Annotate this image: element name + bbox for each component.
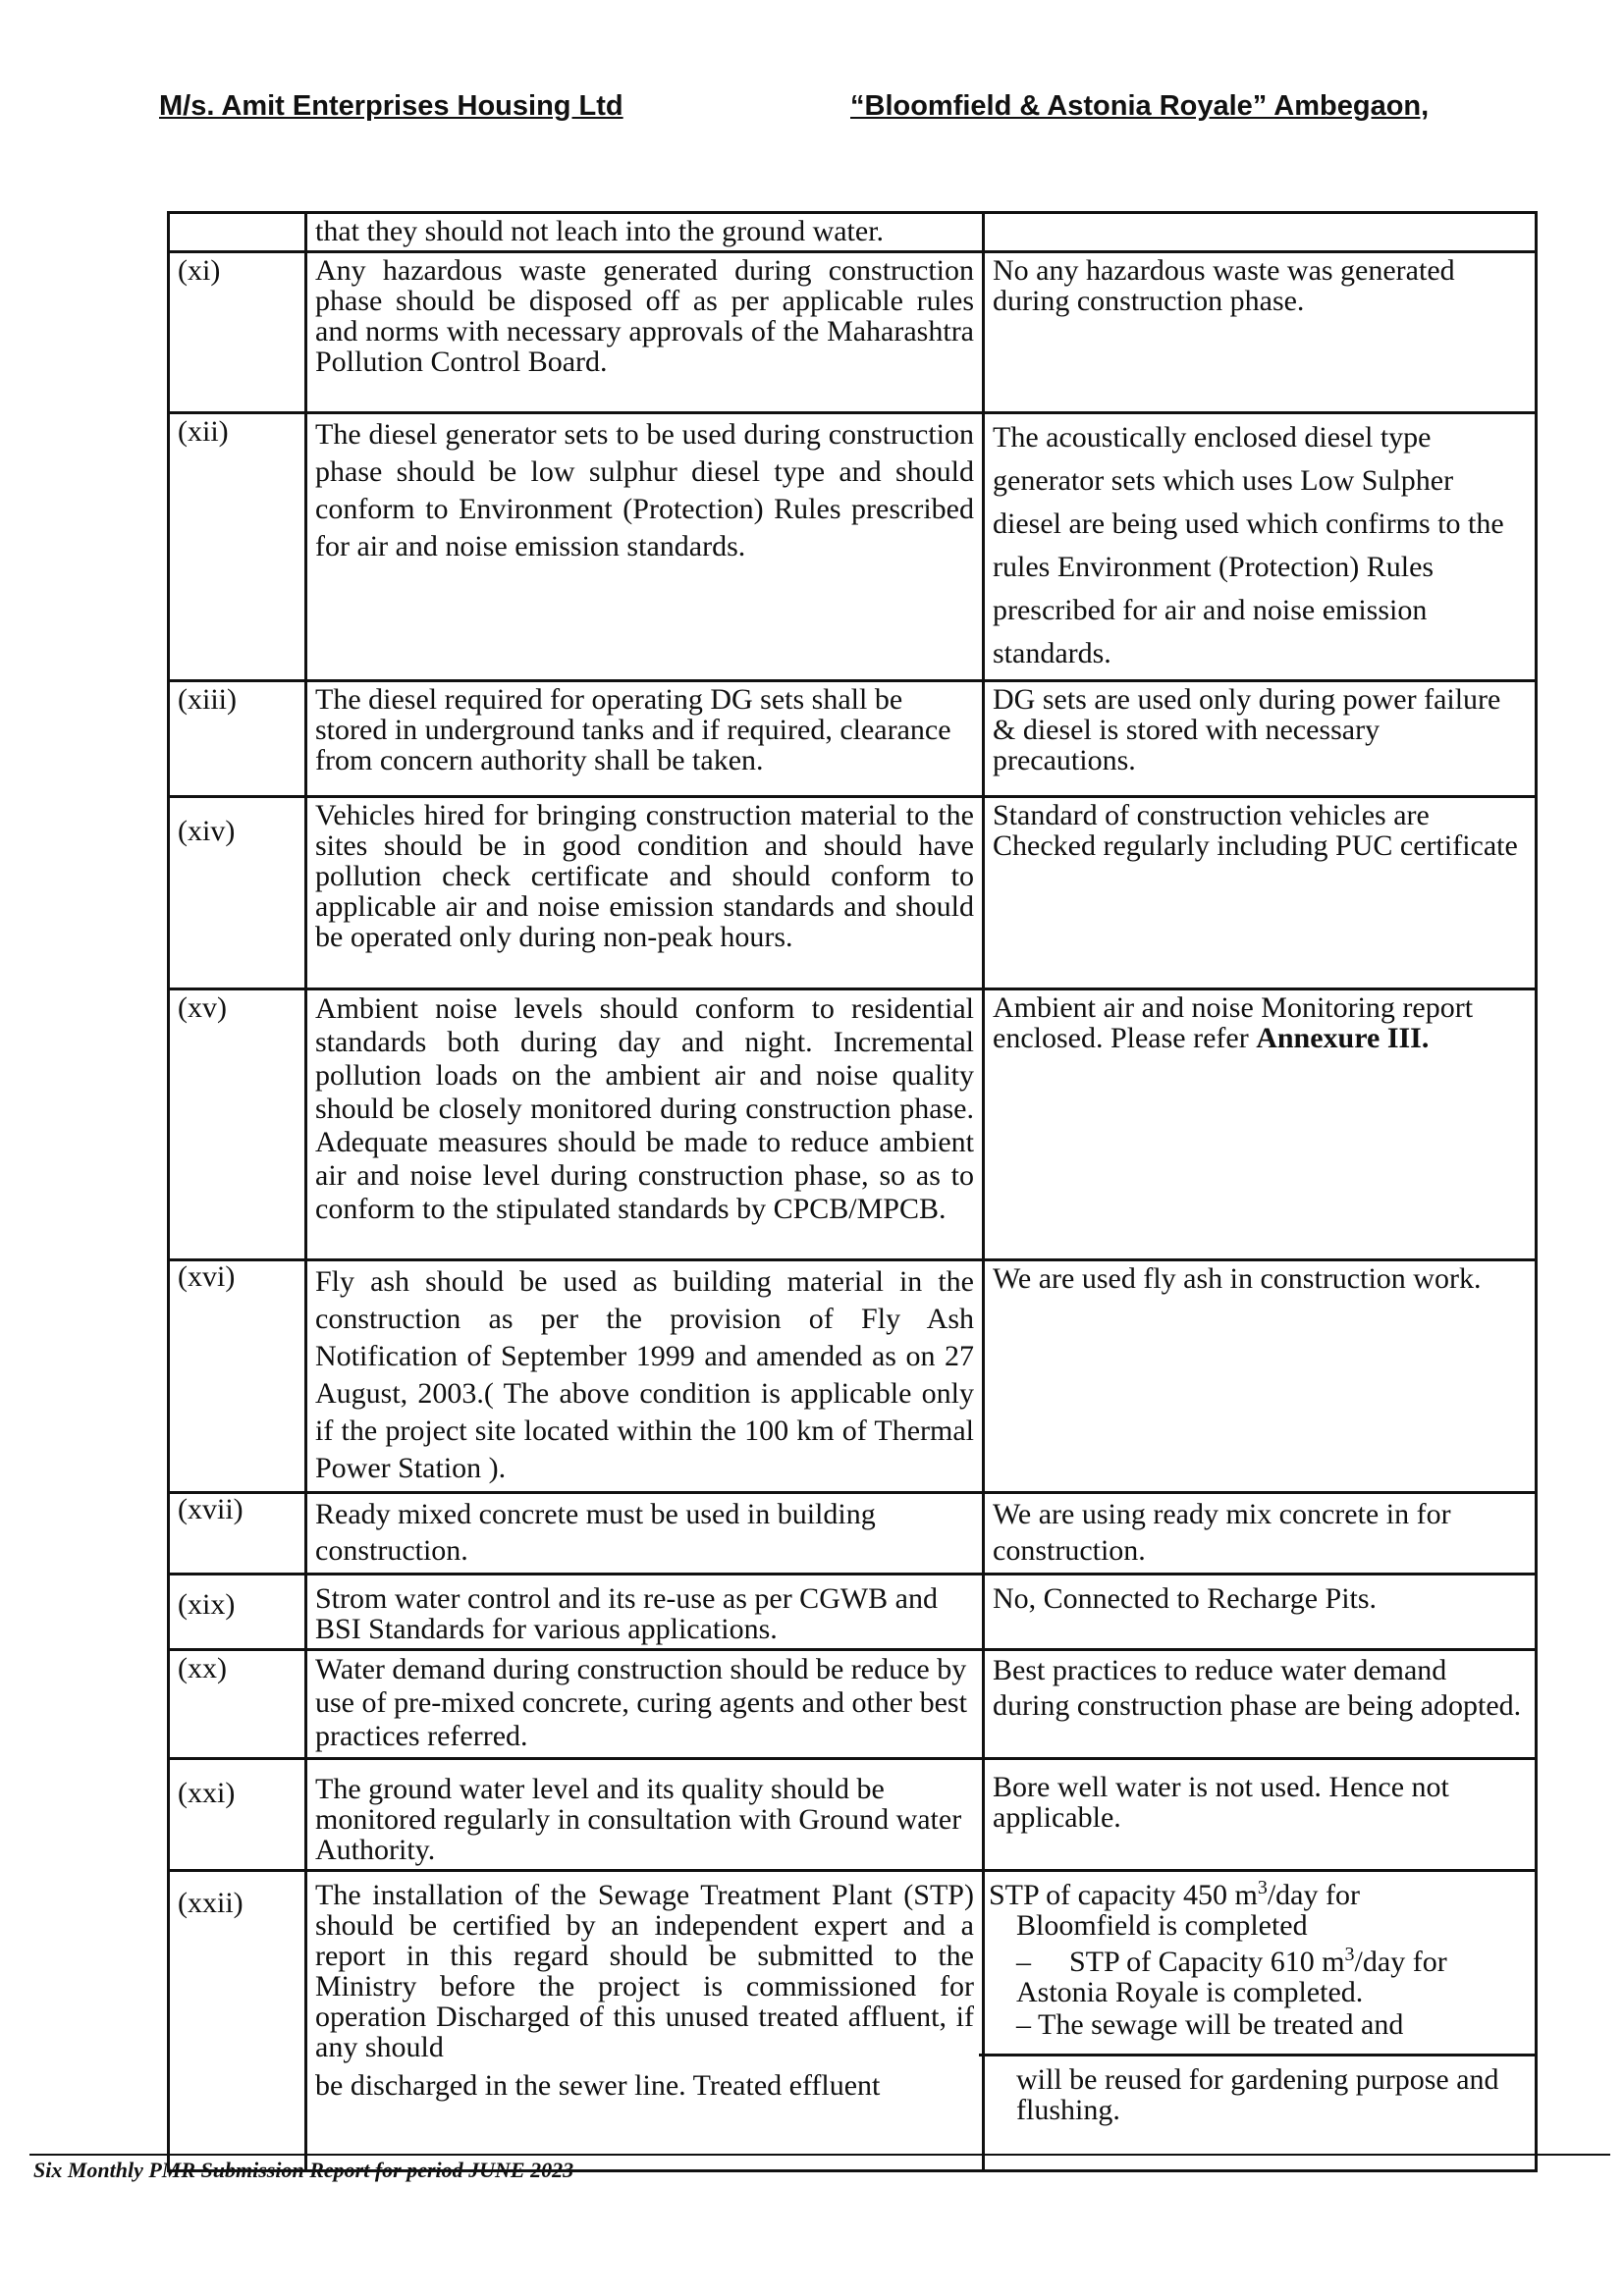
compliance-text: We are using ready mix concrete in for construction. [984, 1493, 1537, 1575]
condition-number: (xvi) [169, 1260, 306, 1493]
compliance-text [984, 213, 1537, 252]
condition-text-part2: be discharged in the sewer line. Treated effluent [315, 2069, 881, 2102]
condition-number: (xix) [169, 1575, 306, 1650]
footer-rule [29, 2154, 1610, 2156]
table-row [169, 1759, 1537, 1871]
condition-number: (xi) [169, 252, 306, 413]
compliance-text-plain: Ambient air and noise Monitoring report enclosed. Please refer [993, 991, 1474, 1054]
condition-text: Ready mixed concrete must be used in building construction. [306, 1493, 984, 1575]
table-row [169, 1871, 1537, 2171]
compliance-text [984, 989, 1537, 1260]
condition-number: (xvii) [169, 1493, 306, 1575]
condition-text: The diesel generator sets to be used during construction phase should be low sulphur diesel type and should conform to Environment (Protection) Rules prescribed for air and noise emission standards. [306, 413, 984, 681]
condition-number: (xiv) [169, 797, 306, 989]
table-row [169, 1493, 1537, 1575]
condition-number: (xxi) [169, 1759, 306, 1871]
table-row [169, 1575, 1537, 1650]
table-row [169, 213, 1537, 252]
condition-text: Water demand during construction should be reduce by use of pre-mixed concrete, curing agents and other best practices referred. [306, 1650, 984, 1759]
condition-number: (xxii) [169, 1871, 306, 2171]
stp-bloomfield: STP of capacity 450 $m^3$/day for Bloomfield is completed [989, 1877, 1360, 1942]
condition-number: (xiii) [169, 681, 306, 797]
condition-text: The diesel required for operating DG sets shall be stored in underground tanks and if required, clearance from concern authority shall be taken. [306, 681, 984, 797]
condition-text: that they should not leach into the ground water. [306, 213, 984, 252]
dash-bullet-icon: – [1016, 1946, 1031, 1978]
stp-sewage-note: – The sewage will be treated and [1016, 2008, 1404, 2041]
condition-text: The ground water level and its quality should be monitored regularly in consultation with Ground water Authority. [306, 1759, 984, 1871]
page-footer: Six Monthly PMR Submission Report for period JUNE 2023 [33, 2158, 574, 2182]
condition-text: Strom water control and its re-use as per CGWB and BSI Standards for various applications. [306, 1575, 984, 1650]
annexure-reference: Annexure III. [1256, 1022, 1430, 1054]
condition-text: Fly ash should be used as building material in the construction as per the provision of Fly Ash Notification of September 1999 and amended as on 27 August, 2003.( The above condition is applicable only if the project site located within the 100 km of Thermal Power Station ). [306, 1260, 984, 1493]
stp-compliance-cell [984, 1871, 1537, 2171]
compliance-text: No any hazardous waste was generated during construction phase. [984, 252, 1537, 413]
compliance-text: We are used fly ash in construction work. [984, 1260, 1537, 1493]
table-row [169, 1260, 1537, 1493]
table-row [169, 1650, 1537, 1759]
table-row [169, 681, 1537, 797]
condition-number: (xii) [169, 413, 306, 681]
condition-text: Any hazardous waste generated during construction phase should be disposed off as per applicable rules and norms with necessary approvals of the Maharashtra Pollution Control Board. [306, 252, 984, 413]
condition-number [169, 213, 306, 252]
table-row [169, 252, 1537, 413]
compliance-text: The acoustically enclosed diesel type generator sets which uses Low Sulpher diesel are being used which confirms to the rules Environment (Protection) Rules prescribed for air and noise emission standards. [984, 413, 1537, 681]
condition-text [306, 1871, 984, 2171]
condition-number: (xx) [169, 1650, 306, 1759]
condition-number: (xv) [169, 989, 306, 1260]
table-row [169, 413, 1537, 681]
condition-text: Vehicles hired for bringing construction material to the sites should be in good condition and should have pollution check certificate and should conform to applicable air and noise emission standards and should be operated only during non-peak hours. [306, 797, 984, 989]
table-row [169, 797, 1537, 989]
compliance-text: No, Connected to Recharge Pits. [984, 1575, 1537, 1650]
compliance-table [167, 211, 1538, 2172]
stp-astonia: – STP of Capacity 610 $m^3$/day for Astonia Royale is completed. [1016, 1944, 1447, 2008]
project-name-header: “Bloomfield & Astonia Royale” Ambegaon, [850, 90, 1430, 122]
dash-bullet-icon: – [1016, 2008, 1031, 2041]
compliance-text: Standard of construction vehicles are Checked regularly including PUC certificate [984, 797, 1537, 989]
compliance-text: Best practices to reduce water demand during construction phase are being adopted. [984, 1650, 1537, 1759]
condition-text: Ambient noise levels should conform to residential standards both during day and night. Incremental pollution loads on the ambient air and noise quality should be closely monitored during construction phase. Adequate measures should be made to reduce ambient air and noise level during construction phase, so as to conform to the stipulated standards by CPCB/MPCB. [306, 989, 984, 1260]
compliance-text: DG sets are used only during power failure & diesel is stored with necessary precautions. [984, 681, 1537, 797]
company-name-header: M/s. Amit Enterprises Housing Ltd [159, 90, 623, 122]
table-row [169, 989, 1537, 1260]
stp-sewage-note-cont: will be reused for gardening purpose and flushing. [979, 2054, 1535, 2125]
condition-text-part1: The installation of the Sewage Treatment Plant (STP) should be certified by an independent expert and a report in this regard should be submitted to the Ministry before the project is commissioned for operation Discharged of this unused treated affluent, if any should [315, 1879, 974, 2063]
compliance-text: Bore well water is not used. Hence not applicable. [984, 1759, 1537, 1871]
